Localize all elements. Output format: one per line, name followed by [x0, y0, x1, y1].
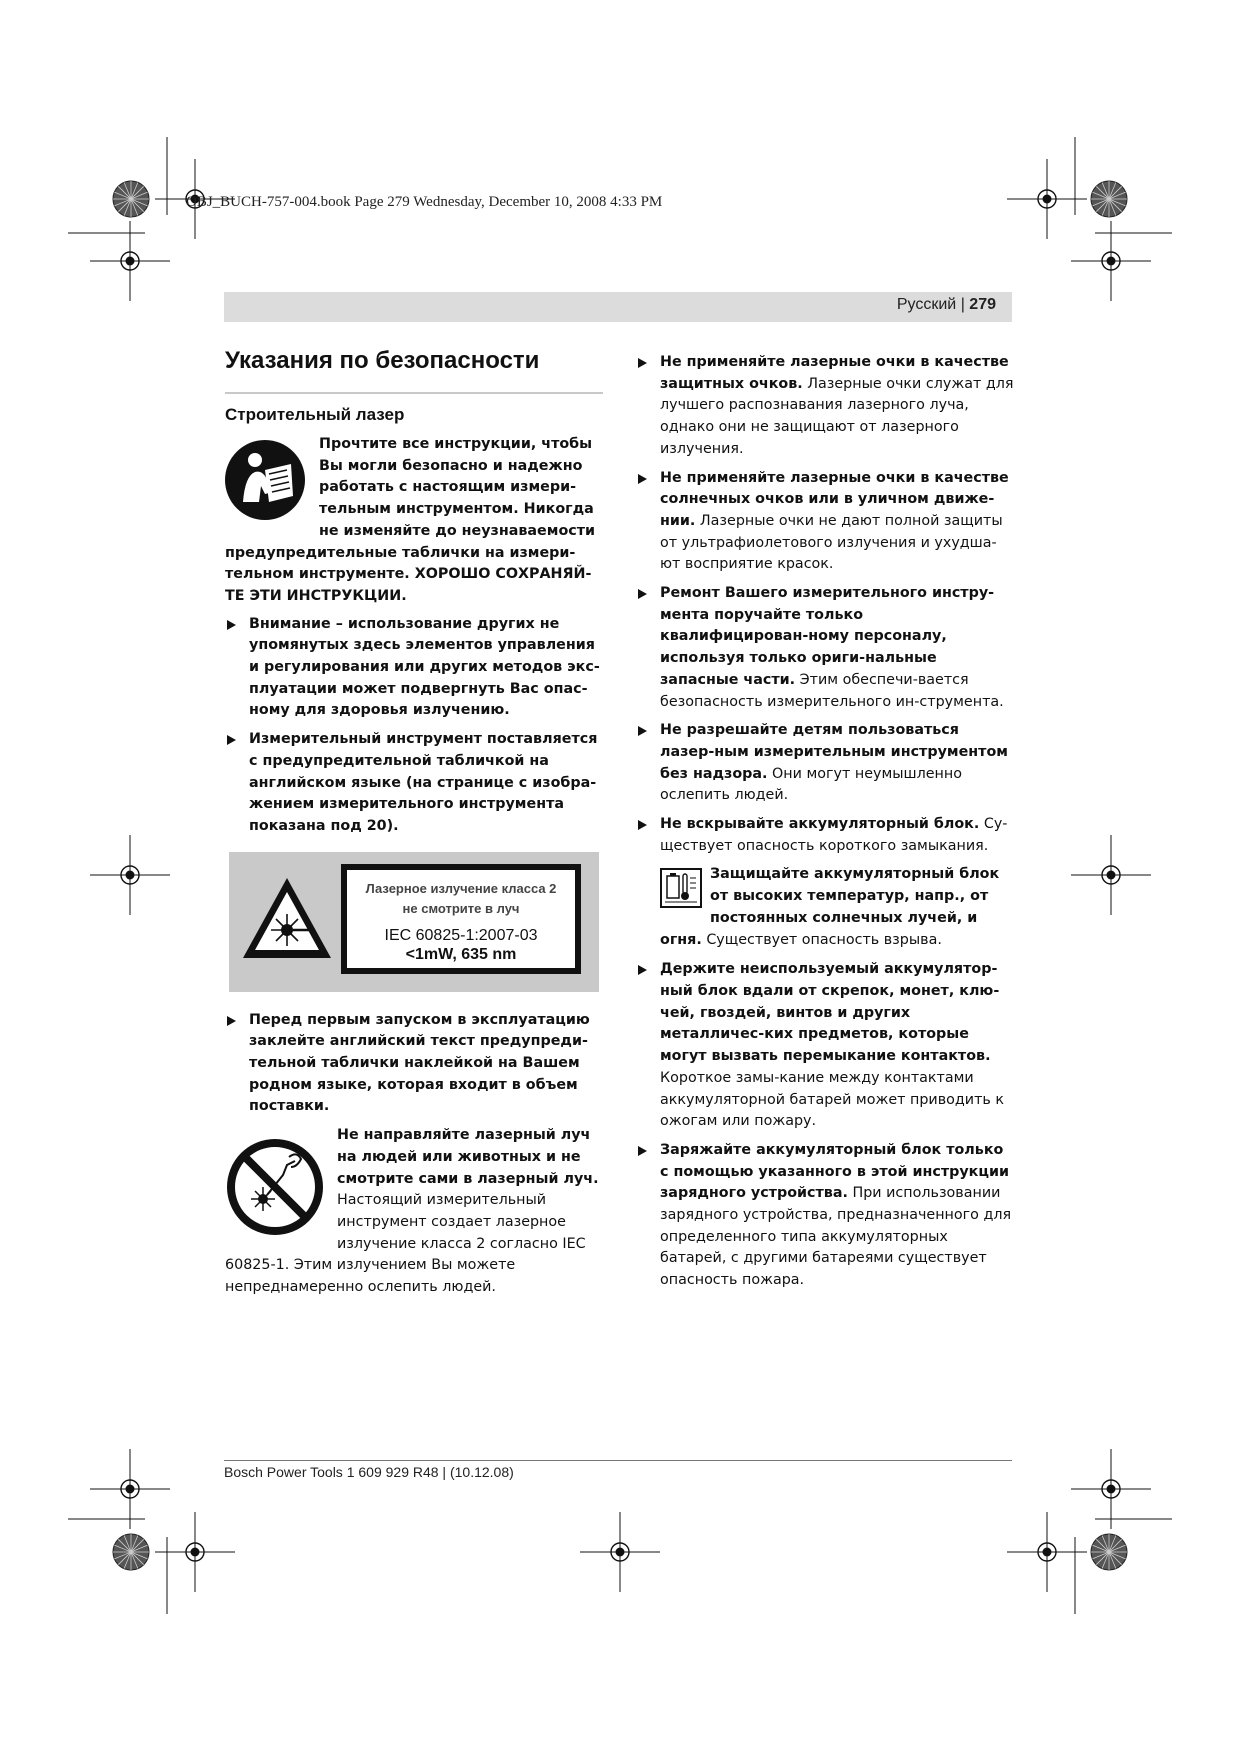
bullet-text: Су-ществует опасность короткого замыкания. [660, 816, 1008, 854]
right-bullet-list [636, 352, 1016, 857]
no-aim-block [225, 1125, 605, 1299]
page-title: Указания по безопасности [225, 347, 540, 374]
bullet-bold: Внимание – использование других не упомянутых здесь элементов управления и регулирования или других методов экс-плуатации может подвергнуть Вас опас-ному для здоровья излучению. [249, 615, 600, 719]
page-number: 279 [969, 296, 996, 313]
no-aim-bold: Не направляйте лазерный луч на людей или животных и не смотрите сами в лазерный луч. [337, 1127, 599, 1187]
list-item [636, 352, 1016, 461]
no-aim-normal: Настоящий измерительный инструмент создает лазерное излучение класса 2 согласно IEC 60825-1. Этим излучением Вы можете непреднамеренно ослепить людей. [225, 1192, 586, 1296]
color-wheel-icon [113, 181, 149, 217]
header-separator: | [956, 296, 970, 313]
color-wheel-icon [1091, 1534, 1127, 1570]
bullet-bold: Измерительный инструмент поставляется с предупредительной табличкой на английском языке (на странице с изобра-жением измерительного инструмента показана под 20). [249, 731, 598, 834]
right-bullet-list-2 [636, 959, 1016, 1292]
print-slug-line: OBJ_BUCH-757-004.book Page 279 Wednesday, December 10, 2008 4:33 PM [186, 194, 663, 210]
list-item [225, 614, 605, 723]
registration-mark-icon [90, 835, 170, 915]
color-wheel-icon [113, 1534, 149, 1570]
bullet-bold: Не вскрывайте аккумуляторный блок. [660, 816, 980, 833]
color-wheel-icon [1091, 181, 1127, 217]
laser-warning-icon [239, 874, 335, 964]
left-bullet-list-2 [225, 1010, 605, 1119]
bullet-text: Лазерные очки не дают полной защиты от ультрафиолетового излучения и ухудша-ют восприятие красок. [660, 512, 1003, 573]
bullet-text: При использовании зарядного устройства, предназначенного для определенного типа аккумуляторных батарей, с другими батареями существует опасность пожара. [660, 1185, 1012, 1289]
registration-mark-icon [580, 1512, 660, 1592]
list-item [636, 959, 1016, 1133]
read-manual-icon [225, 440, 305, 520]
label-line-3: IEC 60825-1:2007-03 [384, 926, 538, 944]
label-line-4: <1mW, 635 nm [405, 945, 517, 963]
page-header-bar [224, 292, 1012, 322]
bullet-text: Этим обеспечи-вается безопасность измерительного ин-струмента. [660, 671, 1004, 710]
right-column [636, 346, 1016, 1299]
bullet-text: Короткое замы-кание между контактами аккумуляторной батарей может приводить к ожогам или пожару. [660, 1069, 1005, 1130]
bullet-bold: Не разрешайте детям пользоваться лазер-ным измерительным инструментом без надзора. [660, 722, 1008, 782]
left-bullet-list [225, 614, 605, 838]
left-column [225, 346, 605, 1299]
registration-mark-icon [90, 1449, 170, 1529]
page-footer: Bosch Power Tools 1 609 929 R48 | (10.12.08) [224, 1464, 514, 1480]
intro-text: Прочтите все инструкции, чтобы Вы могли безопасно и надежно работать с настоящим измери-тельным инструментом. Никогда не изменяйте до неузнаваемости предупредительные таблички на измери-тельном инструменте. ХОРОШО СОХРАНЯЙ-ТЕ ЭТИ ИНСТРУКЦИИ. [225, 436, 596, 604]
registration-mark-icon [1071, 1449, 1151, 1529]
header-language: Русский [896, 296, 957, 313]
battery-heat-bold: Защищайте аккумуляторный блок от высоких температур, напр., от постоянных солнечных лучей, и огня. [660, 866, 1000, 948]
page-header [897, 296, 996, 314]
bullet-bold: Перед первым запуском в эксплуатацию заклейте английский текст предупреди-тельной таблички наклейкой на Вашем родном языке, которая входит в объем поставки. [249, 1011, 590, 1115]
battery-heat-normal: Существует опасность взрыва. [701, 931, 942, 948]
laser-warning-label [229, 852, 599, 992]
bullet-bold: Не применяйте лазерные очки в качестве солнечных очков или в уличном движе-нии. [660, 469, 1009, 529]
list-item [636, 720, 1016, 807]
intro-block [225, 434, 605, 608]
bullet-bold: Ремонт Вашего измерительного инстру-мента поручайте только квалифицирован-ному персоналу, используя только ориги-нальные запасные части. [660, 585, 995, 688]
bullet-bold: Держите неиспользуемый аккумулятор-ный блок вдали от скрепок, монет, клю-чей, гвоздей, винтов и других металличес-ких предметов, которые могут вызвать перемыкание контактов. [660, 961, 1000, 1065]
label-line-1: Лазерное излучение класса 2 [365, 880, 557, 896]
list-item [636, 468, 1016, 577]
battery-heat-icon [660, 868, 702, 908]
list-item [225, 1010, 605, 1119]
list-item [636, 814, 1016, 857]
bullet-text: Они могут неумышленно ослепить людей. [660, 765, 962, 804]
list-item [636, 1140, 1016, 1292]
list-item [225, 729, 605, 838]
battery-heat-block [660, 864, 1016, 951]
footer-divider [224, 1460, 1012, 1461]
laser-label-text-panel [341, 864, 581, 974]
registration-mark-icon [1071, 835, 1151, 915]
bullet-bold: Не применяйте лазерные очки в качестве защитных очков. [660, 354, 1009, 392]
title-divider [225, 392, 603, 394]
list-item [636, 583, 1016, 713]
section-title: Строительный лазер [225, 405, 405, 424]
bullet-bold: Заряжайте аккумуляторный блок только с помощью указанного в этой инструкции зарядного устройства. [660, 1141, 1010, 1202]
bullet-text: Лазерные очки служат для лучшего распознавания лазерного луча, однако они не защищают от лазерного излучения. [660, 375, 1014, 457]
no-laser-aim-icon [225, 1137, 325, 1237]
label-line-2: не смотрите в луч [402, 900, 520, 916]
battery-heat-text [660, 864, 1016, 951]
